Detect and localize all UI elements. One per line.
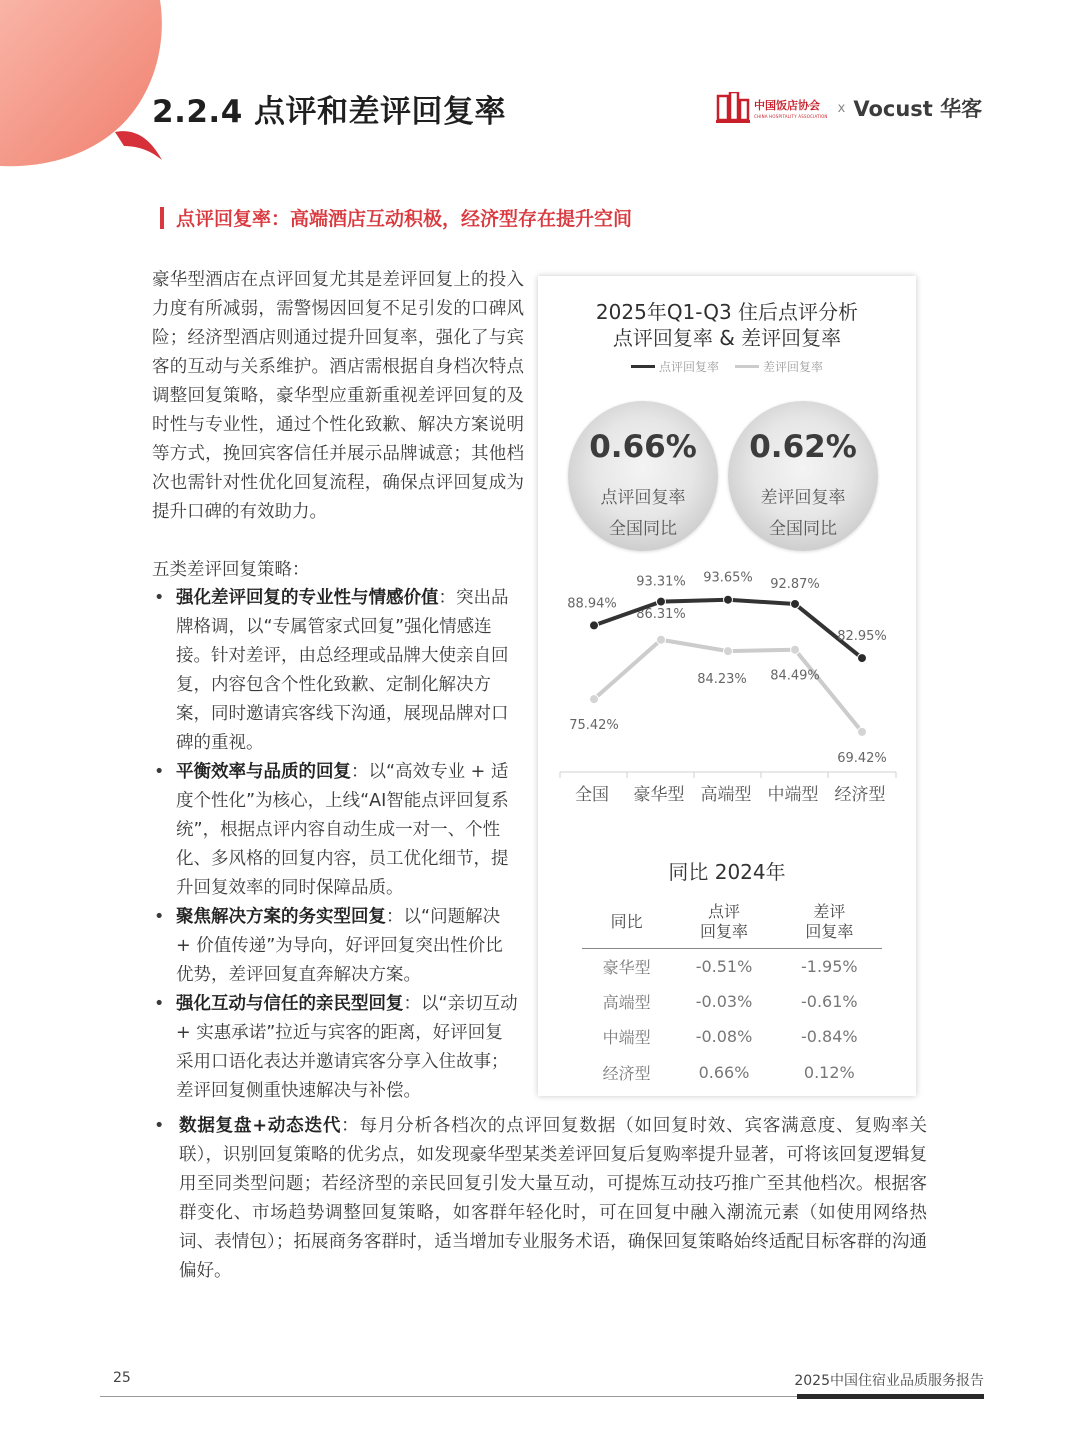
data-point [657,597,666,606]
kpi-label-line1: 点评回复率 [600,488,686,508]
data-point [657,635,666,644]
bullet-icon: • [154,588,165,608]
x-tick-label: 高端型 [700,785,752,805]
cha-name-en: CHINA HOSPITALITY ASSOCIATION [754,114,828,119]
table-row [582,1019,882,1055]
logo-separator: x [837,100,846,116]
table-cell: 0.12% [803,1062,855,1082]
table-row [582,984,882,1020]
legend-item-negative-reply [735,358,823,375]
data-label: 92.87% [770,576,820,592]
x-tick-label: 全国 [575,785,609,805]
data-label: 69.42% [837,750,887,766]
bullet-icon: • [154,994,165,1014]
x-tick-label: 经济型 [834,785,886,805]
legend-item-review-reply [631,358,719,375]
intro-paragraph: 豪华型酒店在点评回复尤其是差评回复上的投入力度有所减弱，需警惕因回复不足引发的口碑风险；经济型酒店则通过提升回复率，强化了与宾客的互动与关系维护。酒店需根据自身档次特点调整回复策略，豪华型应重新重视差评回复的及时性与专业性，通过个性化致歉、解决方案说明等方式，挽回宾客信任并展示品牌诚意；其他档次也需针对性优化回复流程，确保点评回复成为提升口碑的有效助力。 [152,270,524,522]
cha-logo-icon [716,92,750,124]
bullet-icon: • [154,762,165,782]
data-point [724,647,733,656]
data-label: 84.49% [770,668,820,684]
legend-label: 差评回复率 [763,360,824,374]
strategy-item-data-review [152,1112,927,1286]
table-cell: -0.03% [695,991,753,1011]
table-cell: -0.51% [695,956,753,976]
strategy-body: ：以“高效专业 + 适度个性化”为核心，上线“AI智能点评回复系统”，根据点评内容自动生成一对一、个性化、多风格的回复内容，员工优化细节，提升回复效率的同时保障品质。 [176,762,509,898]
kpi-label-line2: 全国同比 [609,519,677,539]
data-point [791,599,800,608]
bullet-icon: • [154,1116,165,1136]
legend-swatch [631,365,655,368]
kpi-label-line1: 差评回复率 [760,488,846,508]
strategy-body: ：突出品牌格调，以“专属管家式回复”强化情感连接。针对差评，由总经理或品牌大使亲自回复，内容包含个性化致歉、定制化解决方案，同时邀请宾客线下沟通，展现品牌对口碑的重视。 [176,588,509,753]
table-cell: -0.08% [695,1027,753,1047]
chart-title: 2025年Q1-Q3 住后点评分析 [595,300,859,324]
x-tick-label: 中端型 [767,785,819,805]
page-title: 2.2.4 点评和差评回复率 [152,94,507,130]
table-header-cell: 同比 [582,896,671,948]
vocust-logo: Vocust 华客 [853,97,983,121]
table-cell: 0.66% [698,1062,750,1082]
x-tick-label: 豪华型 [633,785,685,805]
kpi-circle-negative-reply [728,401,878,551]
subheading-accent-bar [160,207,164,229]
yoy-table [582,896,882,1090]
strategy-heading: 聚焦解决方案的务实型回复 [176,907,386,927]
chart-subtitle: 点评回复率 & 差评回复率 [612,326,842,350]
report-name: 2025中国住宿业品质服务报告 [794,1373,984,1389]
legend-swatch [735,365,759,368]
kpi-circle-review-reply [568,401,718,551]
strategy-body: ：每月分析各档次的点评回复数据（如回复时效、宾客满意度、复购率关联），识别回复策略的优劣点，如发现豪华型某类差评回复后复购率提升显著，可将该回复逻辑复用至同类型问题；若经济型的亲民回复引发大量互动，可提炼互动技巧推广至其他档次。根据客群变化、市场趋势调整回复策略，如客群年轻化时，可在回复中融入潮流元素（如使用网络热词、表情包）；拓展商务客群时，适当增加专业服务术语，确保回复策略始终适配目标客群的沟通偏好。 [179,1116,927,1281]
strategy-list [152,584,518,1106]
strategy-heading: 强化差评回复的专业性与情感价值 [176,588,439,608]
footer-accent-bar [797,1394,984,1399]
strategy-body: ：以“亲切互动 + 实惠承诺”拉近与宾客的距离，好评回复采用口语化表达并邀请宾客分享入住故事；差评回复侧重快速解决与补偿。 [176,994,518,1101]
data-point [858,727,867,736]
partner-logos [716,92,982,124]
table-title: 同比 2024年 [668,860,786,884]
data-label: 75.42% [569,718,619,734]
data-label: 88.94% [567,596,617,612]
table-row [582,948,882,984]
table-cell: 豪华型 [602,957,651,977]
strategy-item-luxury [152,584,518,758]
strategy-body: ：以“问题解决 + 价值传递”为导向，好评回复突出性价比优势，差评回复直奔解决方案。 [176,907,503,985]
strategy-heading: 平衡效率与品质的回复 [176,762,351,782]
data-point [791,645,800,654]
strategy-heading: 数据复盘+动态迭代 [179,1116,342,1136]
kpi-label [728,483,878,545]
data-label: 93.65% [703,570,753,586]
strategy-item-economy [152,990,518,1106]
table-header-cell: 差评 回复率 [777,896,882,948]
strategy-item-midscale [152,903,518,990]
data-point [590,695,599,704]
page-number: 25 [113,1370,131,1386]
legend-label: 点评回复率 [658,360,719,374]
table-header-row [582,896,882,948]
kpi-value: 0.62% [749,429,857,465]
data-point [590,621,599,630]
table-cell: -0.84% [801,1027,858,1047]
strategies-title: 五类差评回复策略： [152,560,310,580]
table-cell: -1.95% [801,956,858,976]
reply-rate-line-chart [538,566,916,816]
table-header-cell: 点评 回复率 [671,896,776,948]
section-subheading [160,204,632,231]
table-row [582,1055,882,1091]
data-label: 93.31% [636,574,686,590]
data-label: 82.95% [837,629,887,645]
strategy-heading: 强化互动与信任的亲民型回复 [176,994,404,1014]
data-point [858,654,867,663]
subheading-text: 点评回复率：高端酒店互动积极，经济型存在提升空间 [176,208,633,230]
corner-decoration [0,0,175,170]
analysis-panel [538,276,916,1096]
bullet-icon: • [154,907,165,927]
table-cell: 高端型 [602,992,651,1012]
cha-name: 中国饭店协会 [754,99,820,112]
data-point [724,595,733,604]
table-cell: 经济型 [602,1063,651,1083]
chart-legend [538,358,916,375]
strategy-item-upscale [152,758,518,903]
table-cell: -0.61% [801,991,858,1011]
data-label: 86.31% [636,606,686,622]
data-label: 84.23% [697,672,747,688]
kpi-label [568,483,718,545]
kpi-value: 0.66% [589,429,697,465]
kpi-label-line2: 全国同比 [769,519,837,539]
table-cell: 中端型 [602,1028,651,1048]
